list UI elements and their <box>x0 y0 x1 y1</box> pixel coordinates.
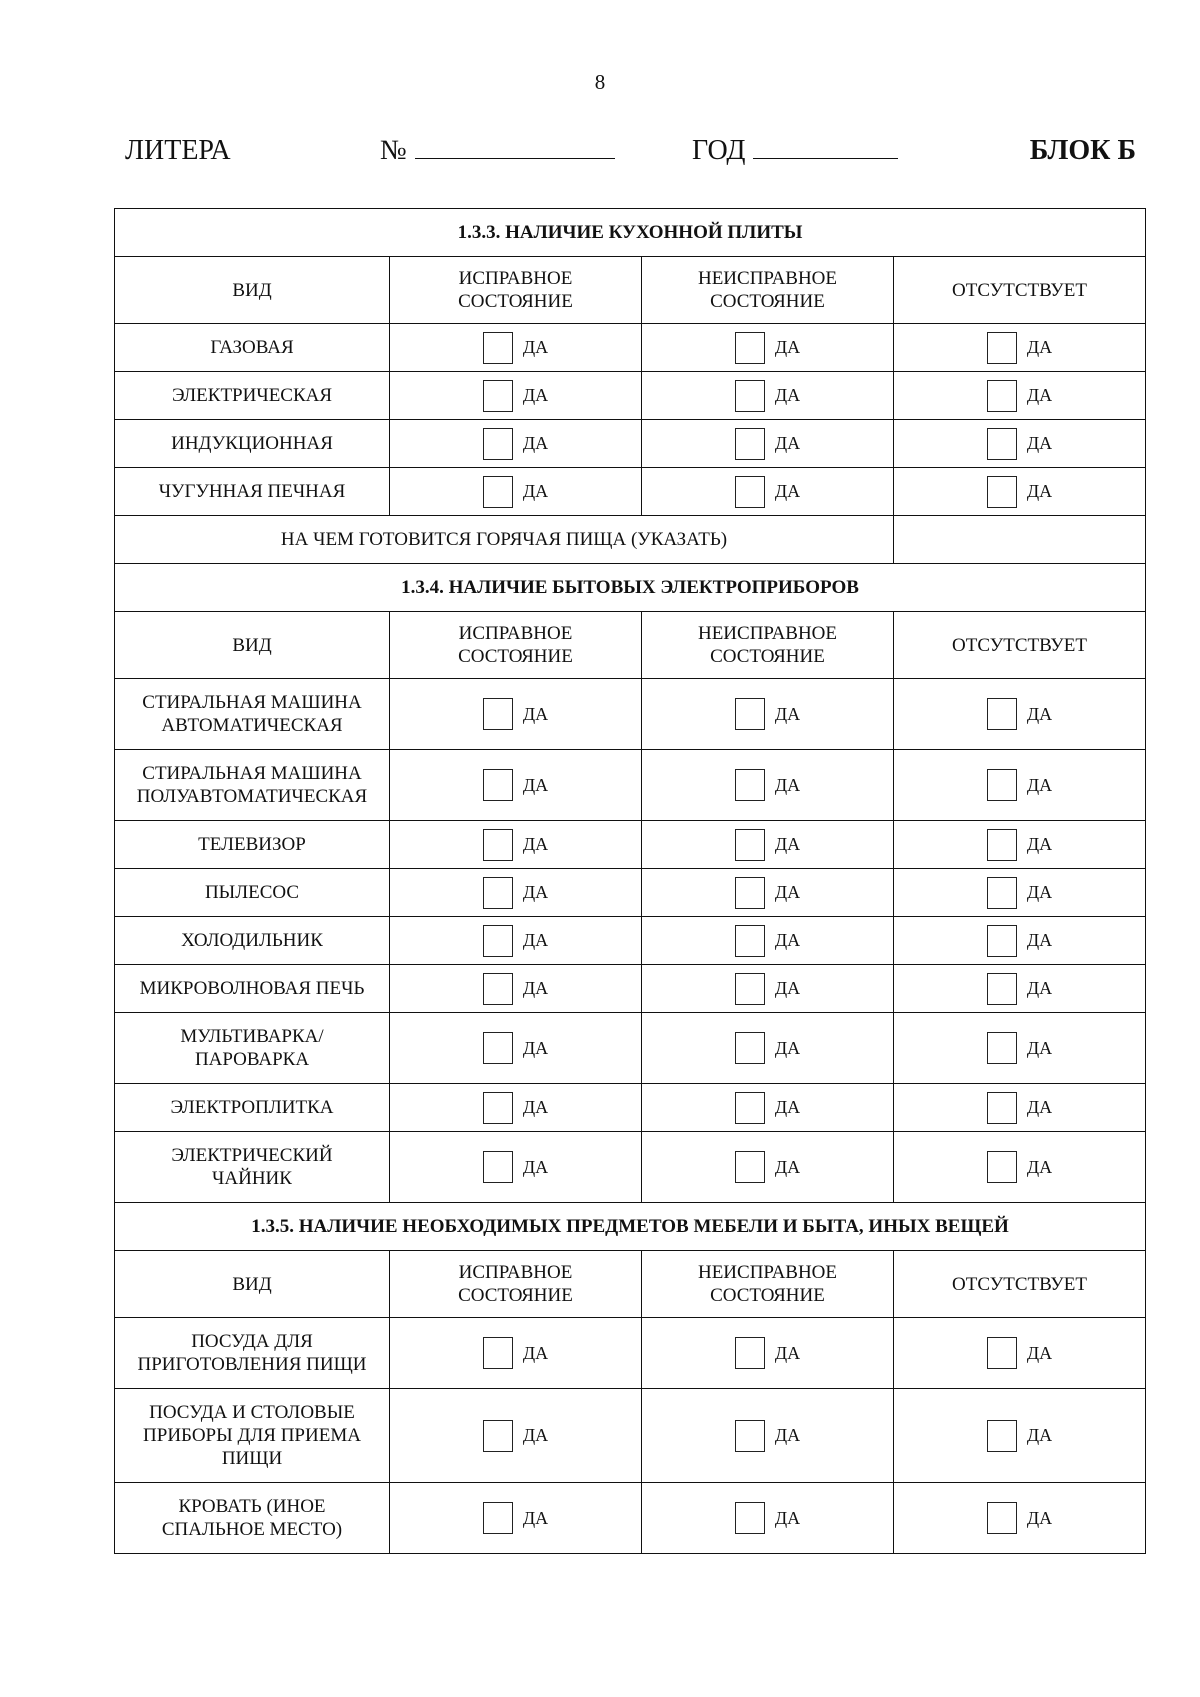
year-label: ГОД <box>692 135 746 166</box>
working-checkbox[interactable] <box>483 1337 513 1369</box>
column-absent: ОТСУТСТВУЕТ <box>894 257 1146 324</box>
working-checkbox[interactable] <box>483 1151 513 1183</box>
item-label-line: ЭЛЕКТРИЧЕСКИЙ <box>171 1145 333 1166</box>
working-cell <box>390 1483 642 1554</box>
broken-cell <box>642 324 894 372</box>
table-row <box>115 821 1146 869</box>
broken-cell <box>642 468 894 516</box>
absent-checkbox[interactable] <box>987 973 1017 1005</box>
yes-label: ДА <box>774 930 801 950</box>
checkbox-group <box>390 1092 641 1124</box>
absent-cell <box>894 1132 1146 1203</box>
checkbox-group <box>894 332 1145 364</box>
absent-cell <box>894 1318 1146 1389</box>
item-label <box>115 324 390 372</box>
section-title: 1.3.3. НАЛИЧИЕ КУХОННОЙ ПЛИТЫ <box>115 209 1146 257</box>
number-field <box>380 135 615 167</box>
working-checkbox[interactable] <box>483 1420 513 1452</box>
column-header-row <box>115 1251 1146 1318</box>
absent-checkbox[interactable] <box>987 1420 1017 1452</box>
checkbox-group <box>894 829 1145 861</box>
working-checkbox[interactable] <box>483 332 513 364</box>
section-title-row <box>115 209 1146 257</box>
yes-label: ДА <box>522 834 549 854</box>
absent-checkbox[interactable] <box>987 925 1017 957</box>
checkbox-group <box>390 973 641 1005</box>
checkbox-group <box>390 698 641 730</box>
checkbox-group <box>642 1420 893 1452</box>
checkbox-group <box>390 332 641 364</box>
working-cell <box>390 821 642 869</box>
yes-label: ДА <box>774 882 801 902</box>
checkbox-group <box>390 925 641 957</box>
absent-checkbox[interactable] <box>987 428 1017 460</box>
item-label <box>115 750 390 821</box>
checkbox-group <box>390 1420 641 1452</box>
item-label-line: ЭЛЕКТРИЧЕСКАЯ <box>171 385 333 406</box>
item-label <box>115 1013 390 1084</box>
column-broken-line2: СОСТОЯНИЕ <box>710 1285 825 1306</box>
item-label <box>115 1389 390 1483</box>
absent-checkbox[interactable] <box>987 877 1017 909</box>
table-row <box>115 1084 1146 1132</box>
yes-label: ДА <box>522 337 549 357</box>
column-broken-line1: НЕИСПРАВНОЕ <box>697 268 838 289</box>
checkbox-group <box>894 1337 1145 1369</box>
working-cell <box>390 468 642 516</box>
broken-cell <box>642 420 894 468</box>
column-working-line2: СОСТОЯНИЕ <box>458 646 573 667</box>
checkbox-group <box>894 877 1145 909</box>
item-label <box>115 1483 390 1554</box>
working-checkbox[interactable] <box>483 1502 513 1534</box>
checkbox-group <box>642 1092 893 1124</box>
item-label-line: ПАРОВАРКА <box>194 1049 310 1070</box>
yes-label: ДА <box>1026 774 1053 795</box>
checkbox-group <box>642 1151 893 1183</box>
yes-label: ДА <box>1026 337 1053 357</box>
absent-checkbox[interactable] <box>987 698 1017 730</box>
broken-checkbox[interactable] <box>735 829 765 861</box>
yes-label: ДА <box>1026 433 1053 453</box>
yes-label: ДА <box>522 433 549 453</box>
absent-cell <box>894 869 1146 917</box>
yes-label: ДА <box>774 337 801 357</box>
yes-label: ДА <box>522 1342 549 1363</box>
column-header-row <box>115 257 1146 324</box>
yes-label: ДА <box>774 1037 801 1058</box>
item-label-line: АВТОМАТИЧЕСКАЯ <box>161 715 343 736</box>
yes-label: ДА <box>774 1342 801 1363</box>
absent-cell <box>894 468 1146 516</box>
column-broken <box>642 612 894 679</box>
checkbox-group <box>894 1032 1145 1064</box>
table-row <box>115 1132 1146 1203</box>
checkbox-group <box>894 1092 1145 1124</box>
broken-cell <box>642 821 894 869</box>
item-label-line: ИНДУКЦИОННАЯ <box>171 433 333 454</box>
absent-checkbox[interactable] <box>987 380 1017 412</box>
broken-checkbox[interactable] <box>735 428 765 460</box>
yes-label: ДА <box>774 834 801 854</box>
item-label-line: ПОСУДА И СТОЛОВЫЕ <box>149 1402 355 1423</box>
checkbox-group <box>642 973 893 1005</box>
column-kind: ВИД <box>115 612 390 679</box>
broken-cell <box>642 1132 894 1203</box>
yes-label: ДА <box>1026 1342 1053 1363</box>
litera-field <box>125 135 239 167</box>
number-label: № <box>380 135 407 166</box>
absent-checkbox[interactable] <box>987 1502 1017 1534</box>
checkbox-group <box>642 769 893 801</box>
table-row <box>115 420 1146 468</box>
broken-cell <box>642 1483 894 1554</box>
checkbox-group <box>894 428 1145 460</box>
checkbox-group <box>894 769 1145 801</box>
checkbox-group <box>390 1032 641 1064</box>
working-cell <box>390 420 642 468</box>
year-field <box>692 135 898 167</box>
yes-label: ДА <box>774 1097 801 1117</box>
working-checkbox[interactable] <box>483 428 513 460</box>
checkbox-group <box>642 476 893 508</box>
working-cell <box>390 869 642 917</box>
broken-cell <box>642 869 894 917</box>
column-working-line1: ИСПРАВНОЕ <box>458 268 573 289</box>
table-row <box>115 1483 1146 1554</box>
broken-cell <box>642 750 894 821</box>
yes-label: ДА <box>774 1156 801 1177</box>
broken-cell <box>642 679 894 750</box>
absent-checkbox[interactable] <box>987 332 1017 364</box>
item-label-line: ЧАЙНИК <box>212 1168 292 1189</box>
absent-cell <box>894 1389 1146 1483</box>
checkbox-group <box>390 877 641 909</box>
section-title: 1.3.5. НАЛИЧИЕ НЕОБХОДИМЫХ ПРЕДМЕТОВ МЕБЕЛИ И БЫТА, ИНЫХ ВЕЩЕЙ <box>115 1203 1146 1251</box>
broken-checkbox[interactable] <box>735 877 765 909</box>
table-row <box>115 750 1146 821</box>
item-label-line: ПОСУДА ДЛЯ <box>191 1331 313 1352</box>
broken-cell <box>642 1318 894 1389</box>
broken-checkbox[interactable] <box>735 1337 765 1369</box>
absent-cell <box>894 1013 1146 1084</box>
absent-cell <box>894 1483 1146 1554</box>
working-cell <box>390 324 642 372</box>
working-cell <box>390 1084 642 1132</box>
absent-cell <box>894 324 1146 372</box>
absent-checkbox[interactable] <box>987 1337 1017 1369</box>
checkbox-group <box>390 380 641 412</box>
item-label <box>115 679 390 750</box>
absent-cell <box>894 750 1146 821</box>
absent-cell <box>894 372 1146 420</box>
block-label: БЛОК Б <box>1029 135 1136 166</box>
yes-label: ДА <box>774 703 801 724</box>
checkbox-group <box>642 428 893 460</box>
column-working-line2: СОСТОЯНИЕ <box>458 291 573 312</box>
yes-label: ДА <box>522 385 549 405</box>
yes-label: ДА <box>522 1507 549 1528</box>
working-cell <box>390 679 642 750</box>
column-kind: ВИД <box>115 257 390 324</box>
column-working <box>390 612 642 679</box>
yes-label: ДА <box>1026 1037 1053 1058</box>
item-label-line: ГАЗОВАЯ <box>210 337 294 358</box>
column-working <box>390 1251 642 1318</box>
checkbox-group <box>390 476 641 508</box>
inventory-form-table <box>114 208 1146 1554</box>
column-kind: ВИД <box>115 1251 390 1318</box>
working-cell <box>390 917 642 965</box>
absent-checkbox[interactable] <box>987 1151 1017 1183</box>
broken-checkbox[interactable] <box>735 925 765 957</box>
checkbox-group <box>894 973 1145 1005</box>
item-label-line: ЭЛЕКТРОПЛИТКА <box>170 1097 334 1118</box>
yes-label: ДА <box>1026 930 1053 950</box>
page-number: 8 <box>594 70 606 94</box>
column-absent: ОТСУТСТВУЕТ <box>894 612 1146 679</box>
table-row <box>115 965 1146 1013</box>
broken-cell <box>642 917 894 965</box>
yes-label: ДА <box>522 882 549 902</box>
section-title: 1.3.4. НАЛИЧИЕ БЫТОВЫХ ЭЛЕКТРОПРИБОРОВ <box>115 564 1146 612</box>
working-cell <box>390 1389 642 1483</box>
table-row <box>115 1389 1146 1483</box>
working-cell <box>390 750 642 821</box>
yes-label: ДА <box>1026 1156 1053 1177</box>
column-absent: ОТСУТСТВУЕТ <box>894 1251 1146 1318</box>
item-label <box>115 372 390 420</box>
item-label <box>115 1318 390 1389</box>
checkbox-group <box>390 1337 641 1369</box>
checkbox-group <box>894 380 1145 412</box>
checkbox-group <box>894 925 1145 957</box>
absent-checkbox[interactable] <box>987 769 1017 801</box>
yes-label: ДА <box>774 385 801 405</box>
yes-label: ДА <box>774 1507 801 1528</box>
broken-checkbox[interactable] <box>735 1502 765 1534</box>
yes-label: ДА <box>1026 882 1053 902</box>
yes-label: ДА <box>522 703 549 724</box>
working-checkbox[interactable] <box>483 698 513 730</box>
checkbox-group <box>894 1151 1145 1183</box>
column-working-line1: ИСПРАВНОЕ <box>458 623 573 644</box>
working-cell <box>390 965 642 1013</box>
working-cell <box>390 1318 642 1389</box>
working-checkbox[interactable] <box>483 476 513 508</box>
number-input-line[interactable] <box>415 138 615 159</box>
checkbox-group <box>642 698 893 730</box>
working-checkbox[interactable] <box>483 1032 513 1064</box>
table-row <box>115 372 1146 420</box>
item-label-line: СПАЛЬНОЕ МЕСТО) <box>161 1519 343 1540</box>
checkbox-group <box>390 428 641 460</box>
working-checkbox[interactable] <box>483 829 513 861</box>
checkbox-group <box>390 1502 641 1534</box>
note-input-cell[interactable] <box>894 516 1146 564</box>
item-label-line: ЧУГУННАЯ ПЕЧНАЯ <box>158 481 346 502</box>
working-checkbox[interactable] <box>483 769 513 801</box>
column-broken-line1: НЕИСПРАВНОЕ <box>697 1262 838 1283</box>
broken-cell <box>642 372 894 420</box>
absent-checkbox[interactable] <box>987 476 1017 508</box>
item-label-line: ПРИГОТОВЛЕНИЯ ПИЩИ <box>137 1354 367 1375</box>
yes-label: ДА <box>1026 1097 1053 1117</box>
yes-label: ДА <box>522 1156 549 1177</box>
broken-checkbox[interactable] <box>735 698 765 730</box>
checkbox-group <box>390 1151 641 1183</box>
broken-checkbox[interactable] <box>735 973 765 1005</box>
checkbox-group <box>642 332 893 364</box>
broken-checkbox[interactable] <box>735 1092 765 1124</box>
yes-label: ДА <box>522 1037 549 1058</box>
yes-label: ДА <box>1026 978 1053 998</box>
checkbox-group <box>894 698 1145 730</box>
absent-cell <box>894 821 1146 869</box>
absent-cell <box>894 917 1146 965</box>
working-checkbox[interactable] <box>483 380 513 412</box>
absent-checkbox[interactable] <box>987 1032 1017 1064</box>
broken-checkbox[interactable] <box>735 380 765 412</box>
item-label-line: ПИЩИ <box>221 1448 283 1469</box>
item-label-line: ПРИБОРЫ ДЛЯ ПРИЕМА <box>143 1425 361 1446</box>
absent-cell <box>894 965 1146 1013</box>
item-label <box>115 965 390 1013</box>
item-label <box>115 420 390 468</box>
column-broken-line2: СОСТОЯНИЕ <box>710 291 825 312</box>
checkbox-group <box>642 1032 893 1064</box>
checkbox-group <box>894 1420 1145 1452</box>
yes-label: ДА <box>522 930 549 950</box>
yes-label: ДА <box>1026 703 1053 724</box>
yes-label: ДА <box>774 774 801 795</box>
yes-label: ДА <box>522 978 549 998</box>
checkbox-group <box>642 380 893 412</box>
yes-label: ДА <box>774 433 801 453</box>
working-cell <box>390 1013 642 1084</box>
working-cell <box>390 1132 642 1203</box>
item-label <box>115 1084 390 1132</box>
table-row <box>115 869 1146 917</box>
table-row <box>115 468 1146 516</box>
checkbox-group <box>642 829 893 861</box>
yes-label: ДА <box>522 774 549 795</box>
table-row <box>115 1013 1146 1084</box>
working-checkbox[interactable] <box>483 973 513 1005</box>
yes-label: ДА <box>1026 481 1053 501</box>
working-cell <box>390 372 642 420</box>
broken-cell <box>642 965 894 1013</box>
broken-checkbox[interactable] <box>735 769 765 801</box>
broken-checkbox[interactable] <box>735 1420 765 1452</box>
absent-cell <box>894 679 1146 750</box>
table-row <box>115 1318 1146 1389</box>
yes-label: ДА <box>1026 1425 1053 1445</box>
column-header-row <box>115 612 1146 679</box>
working-checkbox[interactable] <box>483 1092 513 1124</box>
working-checkbox[interactable] <box>483 925 513 957</box>
section-title-row <box>115 564 1146 612</box>
item-label-line: СТИРАЛЬНАЯ МАШИНА <box>142 763 362 784</box>
item-label-line: СТИРАЛЬНАЯ МАШИНА <box>142 692 362 713</box>
checkbox-group <box>390 769 641 801</box>
item-label-line: ПОЛУАВТОМАТИЧЕСКАЯ <box>136 786 368 807</box>
item-label <box>115 917 390 965</box>
yes-label: ДА <box>774 1425 801 1445</box>
column-broken <box>642 257 894 324</box>
broken-checkbox[interactable] <box>735 476 765 508</box>
checkbox-group <box>642 925 893 957</box>
broken-checkbox[interactable] <box>735 332 765 364</box>
table-row <box>115 917 1146 965</box>
item-label <box>115 1132 390 1203</box>
note-row <box>115 516 1146 564</box>
litera-label: ЛИТЕРА <box>125 135 231 166</box>
broken-checkbox[interactable] <box>735 1032 765 1064</box>
column-working-line1: ИСПРАВНОЕ <box>458 1262 573 1283</box>
yes-label: ДА <box>1026 385 1053 405</box>
column-broken-line1: НЕИСПРАВНОЕ <box>697 623 838 644</box>
item-label <box>115 468 390 516</box>
column-working <box>390 257 642 324</box>
note-label: НА ЧЕМ ГОТОВИТСЯ ГОРЯЧАЯ ПИЩА (УКАЗАТЬ) <box>115 516 894 564</box>
checkbox-group <box>894 476 1145 508</box>
table-row <box>115 679 1146 750</box>
column-broken <box>642 1251 894 1318</box>
yes-label: ДА <box>522 1097 549 1117</box>
item-label <box>115 821 390 869</box>
item-label <box>115 869 390 917</box>
checkbox-group <box>642 1337 893 1369</box>
yes-label: ДА <box>522 481 549 501</box>
item-label-line: МИКРОВОЛНОВАЯ ПЕЧЬ <box>139 978 365 999</box>
working-checkbox[interactable] <box>483 877 513 909</box>
checkbox-group <box>390 829 641 861</box>
absent-cell <box>894 1084 1146 1132</box>
checkbox-group <box>642 877 893 909</box>
checkbox-group <box>894 1502 1145 1534</box>
item-label-line: КРОВАТЬ (ИНОЕ <box>178 1496 326 1517</box>
absent-cell <box>894 420 1146 468</box>
table-row <box>115 324 1146 372</box>
yes-label: ДА <box>522 1425 549 1445</box>
item-label-line: ПЫЛЕСОС <box>204 882 300 903</box>
yes-label: ДА <box>774 978 801 998</box>
yes-label: ДА <box>1026 1507 1053 1528</box>
item-label-line: МУЛЬТИВАРКА/ <box>180 1026 324 1047</box>
year-input-line[interactable] <box>753 138 898 159</box>
yes-label: ДА <box>1026 834 1053 854</box>
broken-cell <box>642 1084 894 1132</box>
item-label-line: ХОЛОДИЛЬНИК <box>181 930 323 951</box>
column-working-line2: СОСТОЯНИЕ <box>458 1285 573 1306</box>
broken-checkbox[interactable] <box>735 1151 765 1183</box>
checkbox-group <box>642 1502 893 1534</box>
broken-cell <box>642 1389 894 1483</box>
yes-label: ДА <box>774 481 801 501</box>
section-title-row <box>115 1203 1146 1251</box>
absent-checkbox[interactable] <box>987 1092 1017 1124</box>
item-label-line: ТЕЛЕВИЗОР <box>198 834 306 855</box>
absent-checkbox[interactable] <box>987 829 1017 861</box>
column-broken-line2: СОСТОЯНИЕ <box>710 646 825 667</box>
broken-cell <box>642 1013 894 1084</box>
form-header <box>125 135 1136 175</box>
